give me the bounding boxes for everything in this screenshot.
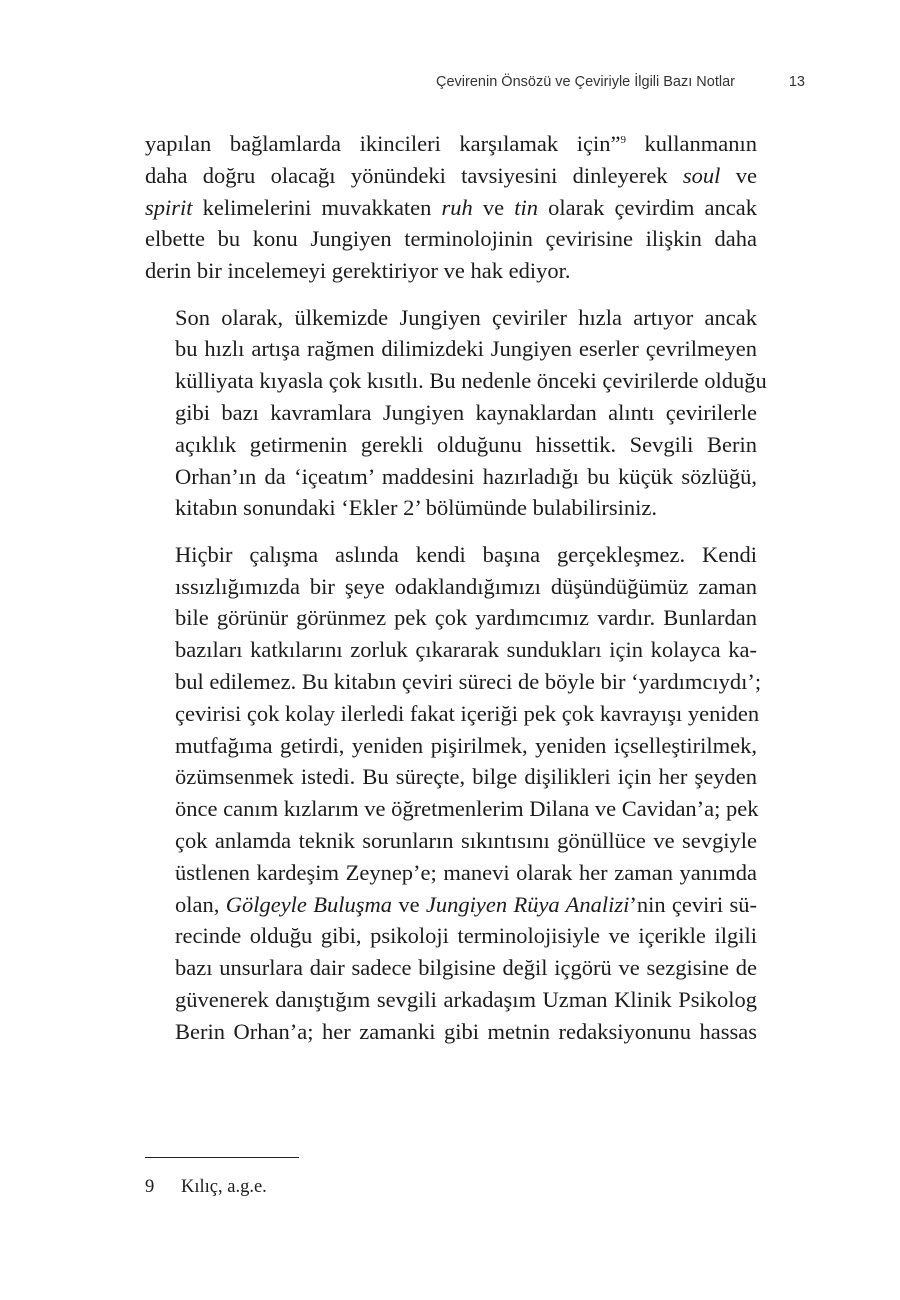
text-line: recinde olduğu gibi, psikoloji terminolojisiyle ve içerikle ilgili: [175, 923, 757, 949]
text-line: külliyata kıyasla çok kısıtlı. Bu nedenle önceki çevirilerde olduğu: [175, 368, 767, 394]
page-number: 13: [788, 74, 805, 90]
body-text: [145, 128, 767, 1062]
italic-term-tin: tin: [514, 194, 539, 220]
running-title: Çevirenin Önsözü ve Çeviriyle İlgili Bazı Notlar: [436, 74, 735, 90]
italic-book-title: Gölgeyle Buluşma: [225, 891, 392, 917]
text-line: bu hızlı artışa rağmen dilimizdeki Jungiyen eserler çevrilmeyen: [175, 336, 757, 362]
text-line: olan, Gölgeyle Buluşma ve Jungiyen Rüya Analizi’nin çeviri sü-: [175, 891, 757, 917]
text-line: kitabın sonundaki ‘Ekler 2’ bölümünde bulabilirsiniz.: [175, 495, 657, 521]
text-line: çevirisi çok kolay ilerledi fakat içeriği pek çok kavrayışı yeniden: [175, 700, 760, 726]
text-line: mutfağıma getirdi, yeniden pişirilmek, yeniden içselleştirilmek,: [175, 732, 757, 758]
italic-term-ruh: ruh: [441, 194, 473, 220]
text-line: bul edilemez. Bu kitabın çeviri süreci de böyle bir ‘yardımcıydı’;: [175, 668, 762, 694]
text-line: Berin Orhan’a; her zamanki gibi metnin redaksiyonunu hassas: [175, 1018, 757, 1044]
text-line: daha doğru olacağı yönündeki tavsiyesini dinleyerek soul ve: [145, 162, 757, 188]
paragraph-3: [145, 539, 762, 1048]
text-line: derin bir incelemeyi gerektiriyor ve hak ediyor.: [145, 258, 571, 284]
text-line: Hiçbir çalışma aslında kendi başına gerçekleşmez. Kendi: [175, 541, 757, 567]
text-line: çok anlamda teknik sorunların sıkıntısını gönüllüce ve sevgiyle: [175, 827, 757, 853]
text-line: ıssızlığımızda bir şeye odaklandığımızı düşündüğümüz zaman: [175, 573, 757, 599]
footnote-text: Kılıç, a.g.e.: [181, 1177, 267, 1197]
text-line: Orhan’ın da ‘içeatım’ maddesini hazırladığı bu küçük sözlüğü,: [175, 463, 757, 489]
paragraph-2: [145, 302, 767, 525]
text-line: gibi bazı kavramlara Jungiyen kaynaklardan alıntı çevirilerle: [175, 399, 757, 425]
text-line: özümsenmek istedi. Bu süreçte, bilge dişilikleri için her şeyden: [175, 764, 757, 790]
text-line: spirit kelimelerini muvakkaten ruh ve tin olarak çevirdim ancak: [145, 194, 757, 220]
italic-term-soul: soul: [682, 162, 721, 188]
text-line: yapılan bağlamlarda ikincileri karşılamak için”$^9$ kullanmanın: [145, 131, 758, 156]
italic-book-title: Jungiyen Rüya Analizi: [425, 891, 630, 917]
footnote-number: 9: [145, 1177, 155, 1197]
text-line: üstlenen kardeşim Zeynep’e; manevi olarak her zaman yanımda: [175, 859, 757, 885]
footnote-reference: 9: [620, 134, 626, 146]
footnote: [145, 1176, 267, 1198]
paragraph-1: [145, 128, 757, 287]
italic-term-spirit: spirit: [145, 194, 193, 220]
text-line: bazıları katkılarını zorluk çıkararak sundukları için kolayca ka-: [175, 637, 757, 663]
text-line: elbette bu konu Jungiyen terminolojinin çevirisine ilişkin daha: [145, 226, 757, 252]
text-line: açıklık getirmenin gerekli olduğunu hissettik. Sevgili Berin: [175, 431, 757, 457]
text-line: bile görünür görünmez pek çok yardımcımız vardır. Bunlardan: [175, 605, 757, 631]
text-line: Son olarak, ülkemizde Jungiyen çeviriler hızla artıyor ancak: [175, 304, 757, 330]
footnote-divider: [145, 1157, 299, 1158]
text-line: önce canım kızlarım ve öğretmenlerim Dilana ve Cavidan’a; pek: [175, 796, 759, 822]
text-line: bazı unsurlara dair sadece bilgisine değil içgörü ve sezgisine de: [175, 955, 757, 981]
text-line: güvenerek danıştığım sevgili arkadaşım Uzman Klinik Psikolog: [175, 986, 757, 1012]
running-header: [145, 74, 805, 98]
